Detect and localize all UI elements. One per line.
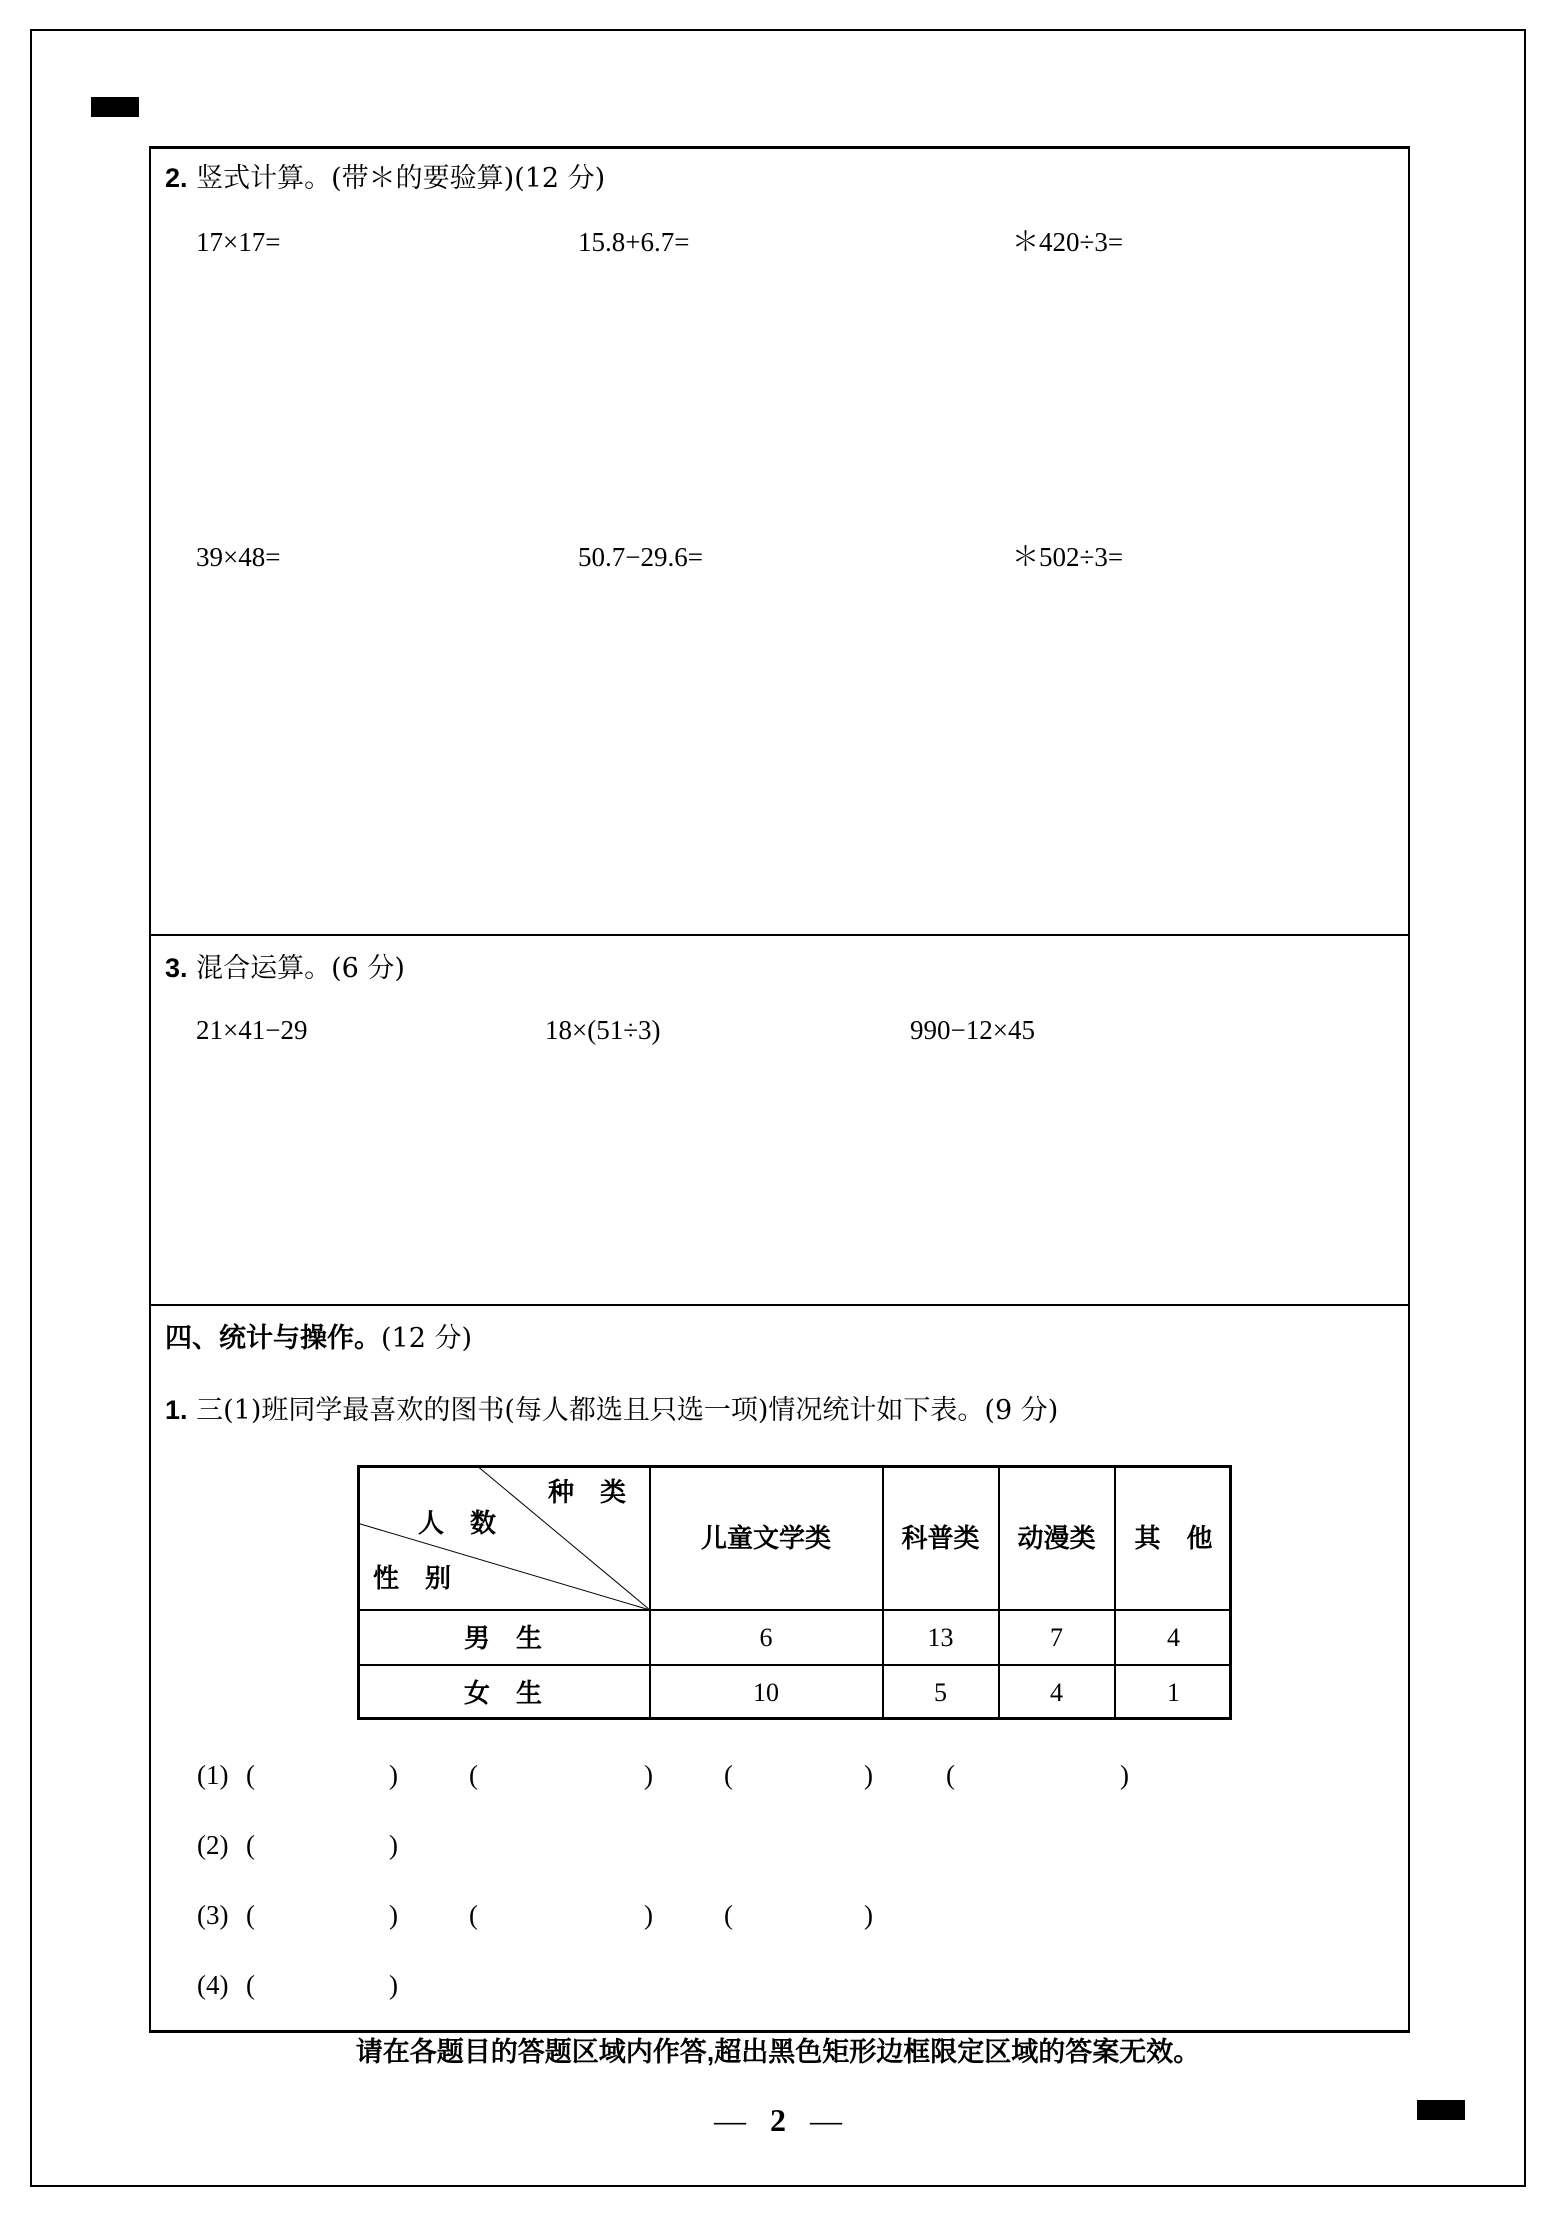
problem: ＊502÷3= — [1012, 542, 1124, 572]
answer-blank-open: ( — [946, 1760, 955, 1790]
answer-blank-open: ( — [246, 1970, 255, 2000]
alignment-marker-top-left — [91, 97, 139, 117]
question-title: 竖式计算。(带＊的要验算)(12 分) — [196, 163, 606, 194]
answer-blank[interactable] — [730, 1756, 864, 1792]
section-divider — [149, 934, 1410, 936]
question-number: 3. — [165, 953, 188, 983]
problem: 50.7−29.6= — [578, 542, 703, 572]
answer-blank[interactable] — [250, 1896, 390, 1932]
question-number: 1. — [165, 1395, 188, 1425]
table-cell: 10 — [753, 1678, 779, 1707]
table-cell: 4 — [1167, 1623, 1180, 1652]
corner-label-gender: 性 别 — [373, 1563, 452, 1593]
problem: 21×41−29 — [196, 1015, 308, 1045]
answer-area-notice: 请在各题目的答题区域内作答,超出黑色矩形边框限定区域的答案无效。 — [355, 2037, 1201, 2067]
answer-blank[interactable] — [475, 1896, 645, 1932]
problem: 990−12×45 — [910, 1015, 1035, 1045]
question-1-text — [165, 1394, 1058, 1427]
table-cell: 13 — [927, 1623, 954, 1652]
answer-blank-close: ) — [644, 1760, 653, 1790]
answer-blank-close: ) — [389, 1830, 398, 1860]
column-header: 动漫类 — [1017, 1523, 1096, 1553]
corner-label-count: 人 数 — [418, 1508, 497, 1538]
answer-blank-close: ) — [864, 1760, 873, 1790]
table-cell: 1 — [1167, 1678, 1180, 1707]
column-header: 其 他 — [1134, 1523, 1213, 1553]
answer-area-box — [149, 146, 1410, 2033]
table-cell: 5 — [934, 1678, 947, 1707]
answer-label-4: (4) — [197, 1970, 229, 2000]
answer-label-1: (1) — [197, 1760, 229, 1790]
answer-blank-open: ( — [246, 1830, 255, 1860]
answer-blank[interactable] — [250, 1756, 390, 1792]
answer-blank[interactable] — [250, 1826, 390, 1862]
question-title: 混合运算。(6 分) — [196, 953, 405, 984]
answer-blank-open: ( — [724, 1900, 733, 1930]
answer-blank-open: ( — [246, 1900, 255, 1930]
answer-blank[interactable] — [730, 1896, 864, 1932]
answer-blank-close: ) — [389, 1970, 398, 2000]
section-title: 四、统计与操作。 — [165, 1323, 381, 1353]
problem: 17×17= — [196, 227, 281, 257]
section-vertical-heading — [165, 162, 605, 195]
answer-blank-open: ( — [246, 1760, 255, 1790]
problem: 39×48= — [196, 542, 281, 572]
answer-blank-open: ( — [469, 1760, 478, 1790]
page-number-dash-left: — — [714, 2102, 746, 2138]
page-number-value: 2 — [770, 2102, 786, 2138]
table-cell: 6 — [759, 1623, 773, 1652]
section-mixed-heading — [165, 952, 405, 985]
section-divider — [149, 1304, 1410, 1306]
question-number: 2. — [165, 163, 188, 193]
answer-blank[interactable] — [475, 1756, 645, 1792]
answer-label-2: (2) — [197, 1830, 229, 1860]
column-header: 儿童文学类 — [700, 1523, 831, 1553]
answer-blank-open: ( — [724, 1760, 733, 1790]
answer-blank[interactable] — [952, 1756, 1122, 1792]
answer-label-3: (3) — [197, 1900, 229, 1930]
answer-blank-close: ) — [864, 1900, 873, 1930]
answer-blank-close: ) — [1120, 1760, 1129, 1790]
table-cell: 7 — [1050, 1623, 1063, 1652]
row-label: 女 生 — [463, 1678, 542, 1708]
problem: 18×(51÷3) — [545, 1015, 661, 1045]
question-body: 三(1)班同学最喜欢的图书(每人都选且只选一项)情况统计如下表。(9 分) — [196, 1395, 1059, 1426]
page-number-dash-right: — — [810, 2102, 842, 2138]
column-header: 科普类 — [901, 1523, 980, 1553]
answer-blank-close: ) — [644, 1900, 653, 1930]
answer-blank[interactable] — [250, 1966, 390, 2002]
corner-label-category: 种 类 — [548, 1477, 627, 1507]
problem: 15.8+6.7= — [578, 227, 690, 257]
answer-blank-open: ( — [469, 1900, 478, 1930]
table-row-divider — [357, 1664, 1232, 1666]
page-number — [0, 2100, 1556, 2140]
problem: ＊420÷3= — [1012, 227, 1124, 257]
answer-blank-close: ) — [389, 1900, 398, 1930]
row-label: 男 生 — [463, 1623, 542, 1653]
section-score: (12 分) — [381, 1323, 473, 1354]
answer-blank-close: ) — [389, 1760, 398, 1790]
section-stats-heading — [165, 1322, 472, 1355]
table-cell: 4 — [1050, 1678, 1063, 1707]
